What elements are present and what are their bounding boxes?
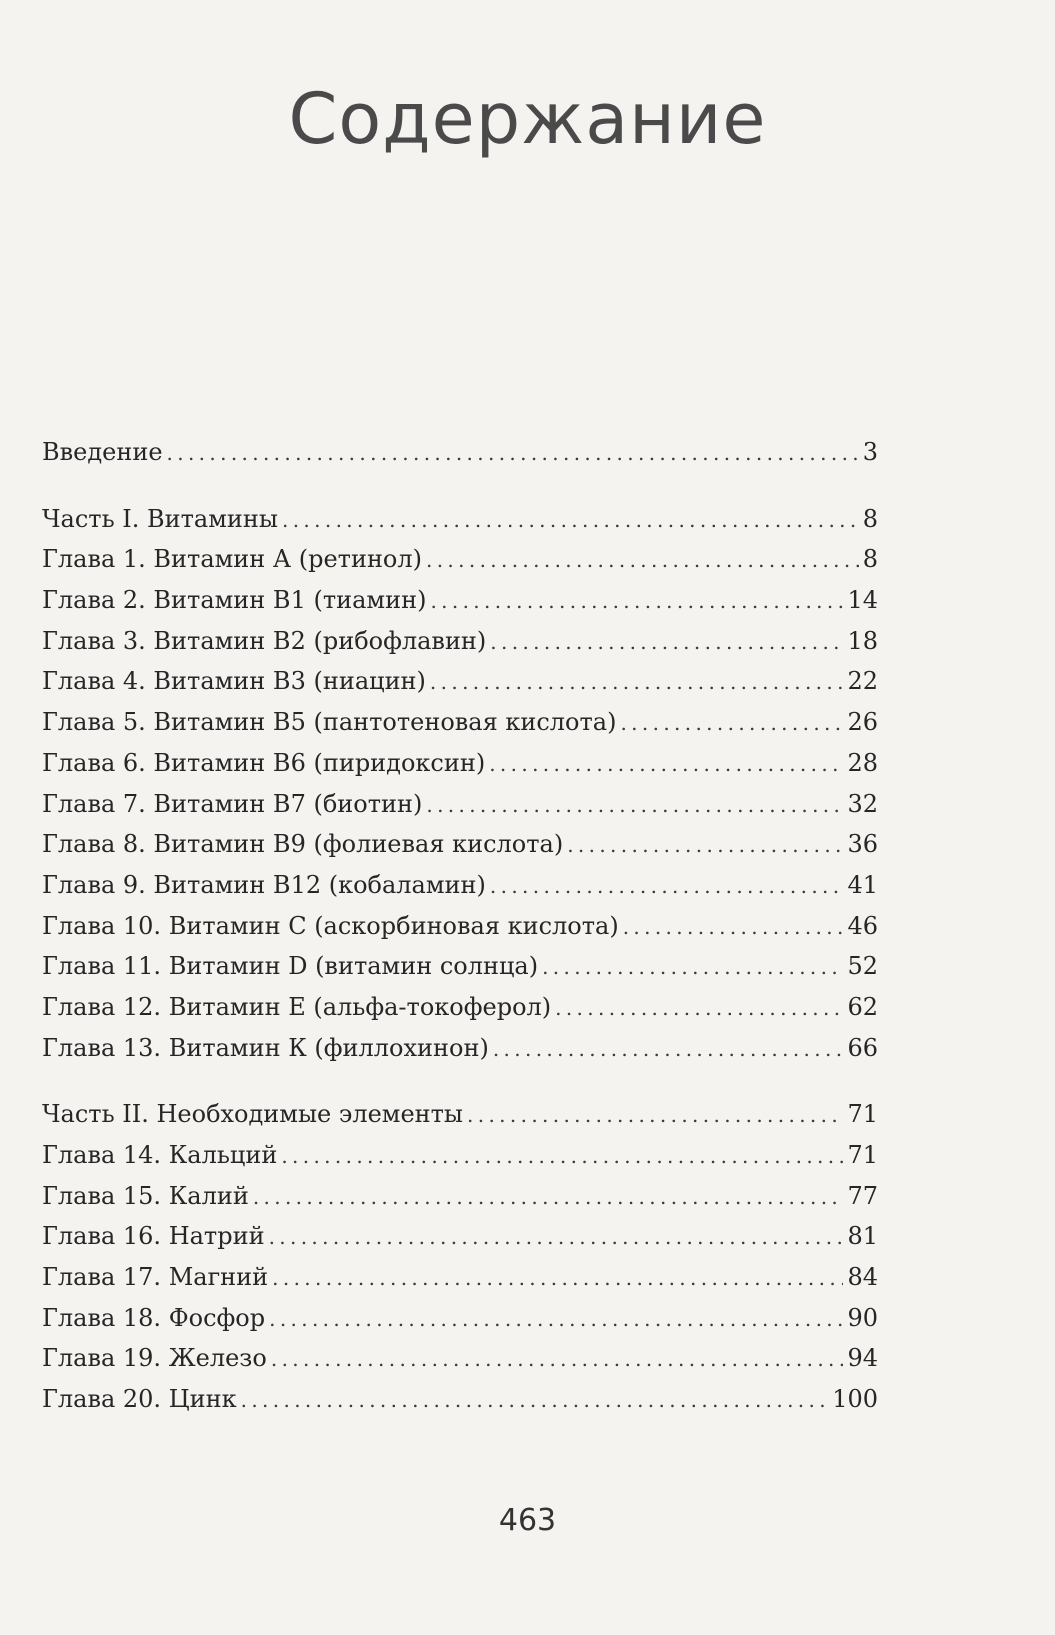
toc-entry-label: Глава 19. Железо [42, 1344, 267, 1373]
dot-leader [253, 1177, 844, 1217]
page-number: 463 [498, 1503, 557, 1538]
toc-entry-chapter-13 [42, 1028, 878, 1069]
dot-leader [281, 1136, 843, 1176]
dot-leader [272, 1258, 843, 1298]
toc-entry-chapter-17 [42, 1257, 878, 1298]
toc-entry-chapter-9 [42, 865, 878, 906]
dot-leader [489, 744, 843, 784]
toc-entry-page: 26 [847, 708, 878, 737]
dot-leader [623, 907, 844, 947]
dot-leader [467, 1095, 843, 1135]
toc-entry-chapter-7 [42, 784, 878, 825]
toc-entry-page: 41 [847, 870, 878, 899]
toc-entry-label: Глава 3. Витамин В2 (рибофлавин) [42, 626, 487, 655]
toc-entry-chapter-19 [42, 1338, 878, 1379]
toc-entry-page: 77 [847, 1181, 878, 1210]
toc-entry-chapter-10 [42, 906, 878, 947]
toc-entry-label: Глава 12. Витамин Е (альфа-токоферол) [42, 992, 552, 1021]
toc-entry-page: 18 [847, 626, 878, 655]
toc-entry-chapter-12 [42, 987, 878, 1028]
dot-leader [269, 1299, 843, 1339]
toc-entry-page: 36 [847, 830, 878, 859]
toc-entry-chapter-4 [42, 661, 878, 702]
toc-entry-label: Глава 17. Магний [42, 1263, 269, 1292]
toc-entry-label: Глава 6. Витамин В6 (пиридоксин) [42, 748, 486, 777]
toc-entry-chapter-14 [42, 1135, 878, 1176]
toc-entry-page: 46 [847, 911, 878, 940]
toc-entry-label: Глава 15. Калий [42, 1181, 249, 1210]
toc-entry-page: 84 [847, 1263, 878, 1292]
toc-entry-page: 71 [847, 1141, 878, 1169]
toc-entry-page: 8 [862, 545, 878, 574]
dot-leader [555, 988, 843, 1028]
toc-entry-chapter-20 [42, 1379, 878, 1420]
toc-entry-label: Часть I. Витамины [42, 504, 278, 533]
toc-entry-page: 71 [847, 1100, 878, 1129]
dot-leader [426, 785, 843, 825]
toc-entry-chapter-11 [42, 946, 878, 987]
toc-entry-chapter-15 [42, 1176, 878, 1217]
dot-leader [490, 866, 844, 906]
toc-entry-label: Глава 20. Цинк [42, 1385, 237, 1414]
toc-entry-page: 32 [847, 789, 878, 818]
toc-entry-part-2 [42, 1094, 878, 1135]
toc-entry-label: Глава 2. Витамин В1 (тиамин) [42, 586, 427, 615]
toc-entry-page: 14 [847, 586, 878, 615]
toc-entry-label: Глава 11. Витамин D (витамин солнца) [42, 952, 539, 981]
toc-entry-label: Глава 8. Витамин В9 (фолиевая кислота) [42, 830, 564, 859]
toc-entry-page: 90 [847, 1303, 878, 1332]
dot-leader [269, 1217, 844, 1257]
dot-leader [542, 947, 843, 987]
toc-entry-page: 81 [847, 1222, 878, 1251]
toc-entry-page: 3 [862, 438, 878, 466]
toc-entry-page: 66 [847, 1033, 878, 1062]
toc-entry-introduction [42, 432, 878, 473]
toc-entry-chapter-1 [42, 539, 878, 580]
toc-entry-chapter-18 [42, 1298, 878, 1339]
dot-leader [167, 433, 859, 473]
dot-leader [282, 500, 859, 540]
dot-leader [430, 662, 844, 702]
dot-leader [490, 622, 843, 662]
dot-leader [241, 1380, 829, 1420]
toc-entry-chapter-8 [42, 824, 878, 865]
toc-entry-page: 22 [847, 667, 878, 696]
toc-entry-page: 28 [847, 748, 878, 777]
toc-entry-label: Часть II. Необходимые элементы [42, 1100, 464, 1129]
toc-entry-chapter-2 [42, 580, 878, 621]
toc-entry-label: Глава 9. Витамин В12 (кобаламин) [42, 870, 486, 899]
toc-entry-page: 94 [847, 1344, 878, 1373]
toc-entry-label: Глава 7. Витамин В7 (биотин) [42, 789, 423, 818]
toc-entry-page: 52 [847, 952, 878, 981]
toc-entry-chapter-6 [42, 743, 878, 784]
toc-entry-chapter-16 [42, 1216, 878, 1257]
toc-entry-chapter-5 [42, 702, 878, 743]
toc-entry-page: 62 [847, 992, 878, 1021]
toc-entry-page: 8 [862, 504, 878, 533]
toc-entry-label: Глава 10. Витамин С (аскорбиновая кислота) [42, 911, 619, 940]
dot-leader [426, 540, 859, 580]
toc-entry-page: 100 [832, 1385, 878, 1414]
toc-entry-label: Глава 13. Витамин К (филлохинон) [42, 1033, 489, 1062]
toc-entry-label: Глава 4. Витамин В3 (ниацин) [42, 667, 426, 696]
toc-entry-label: Глава 1. Витамин А (ретинол) [42, 545, 422, 574]
toc-entry-label: Глава 14. Кальций [42, 1141, 278, 1169]
toc-entry-label: Глава 5. Витамин В5 (пантотеновая кислота) [42, 708, 617, 737]
toc-entry-chapter-3 [42, 621, 878, 662]
dot-leader [620, 703, 843, 743]
dot-leader [271, 1339, 844, 1379]
toc-entry-label: Глава 18. Фосфор [42, 1303, 266, 1332]
table-of-contents [42, 432, 878, 1420]
toc-entry-label: Глава 16. Натрий [42, 1222, 265, 1251]
dot-leader [430, 581, 843, 621]
toc-entry-part-1 [42, 499, 878, 540]
dot-leader [567, 825, 843, 865]
dot-leader [493, 1029, 844, 1069]
toc-entry-label: Введение [42, 438, 163, 466]
page-title: Содержание [288, 78, 767, 160]
